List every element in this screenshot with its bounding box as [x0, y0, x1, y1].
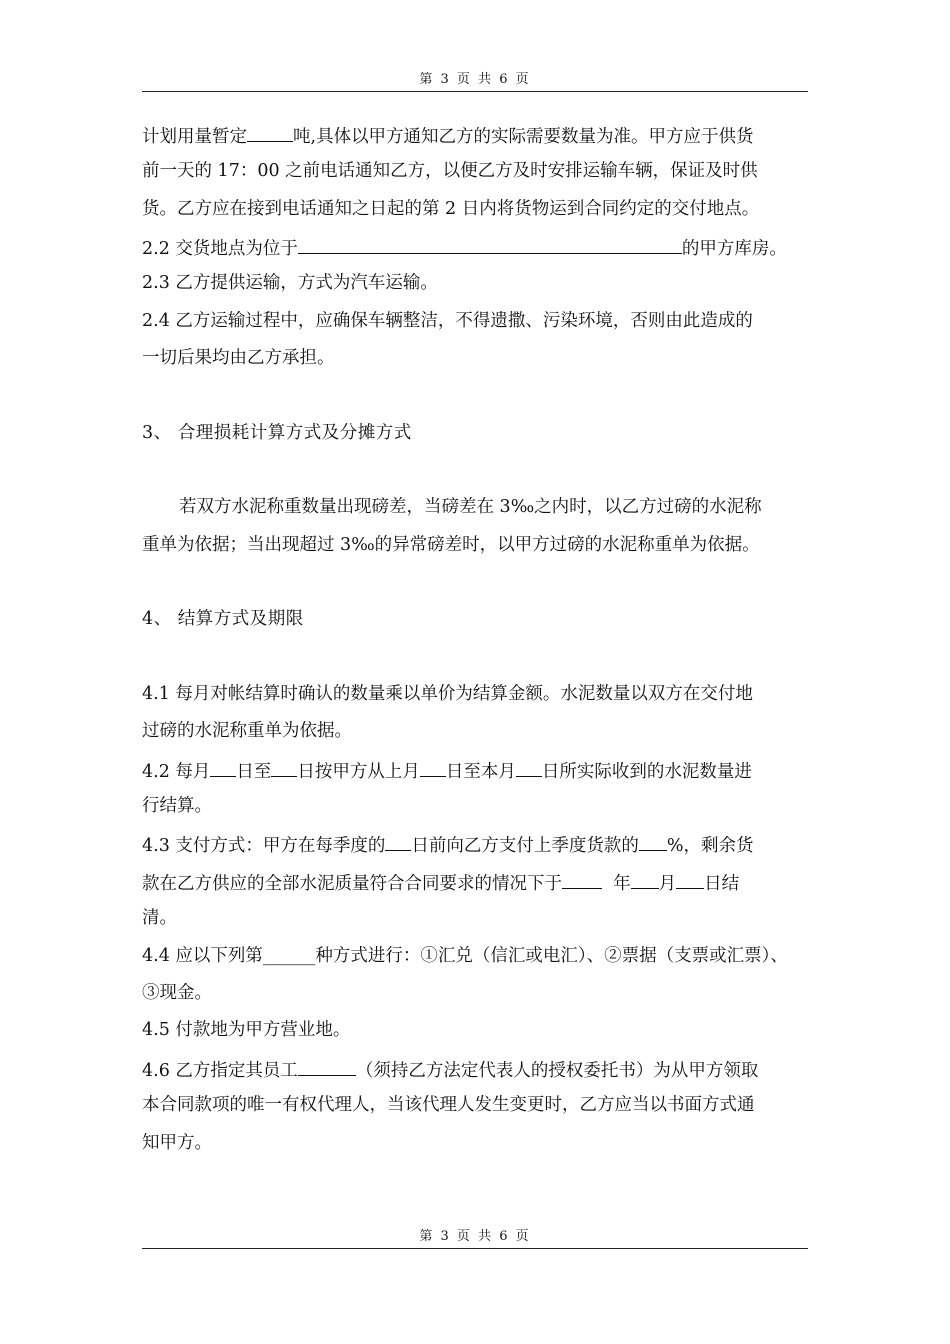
paragraph-line: 4.1 每月对帐结算时确认的数量乘以单价为结算金额。水泥数量以双方在交付地	[142, 684, 753, 704]
text: （须持乙方法定代表人的授权委托书）为从甲方领取	[355, 1061, 759, 1081]
blank-month	[631, 869, 659, 889]
header-page-label: 第 3 页 共 6 页	[419, 72, 531, 87]
blank-day	[385, 831, 411, 851]
blank-day	[676, 869, 704, 889]
paragraph-line: 货。乙方应在接到电话通知之日起的第 2 日内将货物运到合同约定的交付地点。	[142, 199, 760, 219]
paragraph-line	[142, 869, 739, 893]
text: 4.4 应以下列第	[142, 946, 263, 966]
text: 日前向乙方支付上季度货款的	[411, 836, 639, 856]
blank-day	[420, 757, 446, 777]
section-heading-3: 3、 合理损耗计算方式及分摊方式	[142, 423, 412, 443]
paragraph-line	[142, 831, 754, 855]
text: 月	[658, 874, 677, 894]
blank-day	[271, 757, 297, 777]
blank-employee-name	[298, 1056, 356, 1076]
text: 计划用量暂定	[142, 127, 247, 147]
footer-page-label: 第 3 页 共 6 页	[419, 1229, 531, 1244]
blank-day	[516, 757, 542, 777]
text: 日结	[704, 874, 740, 894]
blank-method: ______	[262, 946, 316, 966]
paragraph-line: 4.5 付款地为甲方营业地。	[142, 1020, 351, 1040]
paragraph-line	[142, 944, 788, 968]
text: 2.2 交货地点为位于	[142, 239, 298, 259]
paragraph-line: ③现金。	[142, 983, 212, 1003]
paragraph-line	[142, 122, 754, 146]
paragraph-line	[142, 1056, 758, 1080]
paragraph-line: 2.4 乙方运输过程中，应确保车辆整洁，不得遗撒、污染环境，否则由此造成的	[142, 311, 753, 331]
text: 种方式进行：①汇兑（信汇或电汇）、②票据（支票或汇票）、	[315, 946, 788, 966]
page-footer	[142, 1229, 808, 1249]
text: 4.6 乙方指定其员工	[142, 1061, 298, 1081]
section-heading-4: 4、 结算方式及期限	[142, 609, 304, 629]
text: 日至本月	[445, 762, 516, 782]
paragraph-line: 若双方水泥称重数量出现磅差，当磅差在 3‰之内时，以乙方过磅的水泥称	[179, 497, 762, 517]
text: 日至	[236, 762, 272, 782]
paragraph-line	[142, 757, 752, 781]
paragraph-line: 重单为依据；当出现超过 3‰的异常磅差时，以甲方过磅的水泥称重单为依据。	[142, 535, 760, 555]
text: 的甲方库房。	[681, 239, 787, 259]
blank-day	[210, 757, 236, 777]
text: 日所实际收到的水泥数量进	[541, 762, 752, 782]
paragraph-line: 行结算。	[142, 796, 212, 816]
blank-delivery-location	[298, 234, 682, 254]
text: 年	[613, 874, 631, 894]
blank-quantity	[247, 122, 293, 142]
paragraph-line: 2.3 乙方提供运输，方式为汽车运输。	[142, 273, 438, 293]
paragraph-line: 过磅的水泥称重单为依据。	[142, 721, 352, 741]
paragraph-line: 本合同款项的唯一有权代理人，当该代理人发生变更时，乙方应当以书面方式通	[142, 1095, 755, 1115]
text: 4.2 每月	[142, 762, 211, 782]
paragraph-line: 知甲方。	[142, 1133, 212, 1153]
paragraph-line: 前一天的 17：00 之前电话通知乙方，以便乙方及时安排运输车辆，保证及时供	[142, 161, 758, 181]
blank-year	[562, 869, 602, 889]
text: 4.3 支付方式：甲方在每季度的	[142, 836, 386, 856]
blank-percent	[639, 831, 667, 851]
paragraph-line	[142, 234, 787, 258]
text: 吨,具体以甲方通知乙方的实际需要数量为准。甲方应于供货	[293, 127, 754, 147]
page-header	[142, 72, 808, 92]
text: %，剩余货	[666, 836, 754, 856]
text: 日按甲方从上月	[297, 762, 420, 782]
paragraph-line: 清。	[142, 908, 177, 928]
text: 款在乙方供应的全部水泥质量符合合同要求的情况下于	[142, 874, 562, 894]
paragraph-line: 一切后果均由乙方承担。	[142, 348, 335, 368]
